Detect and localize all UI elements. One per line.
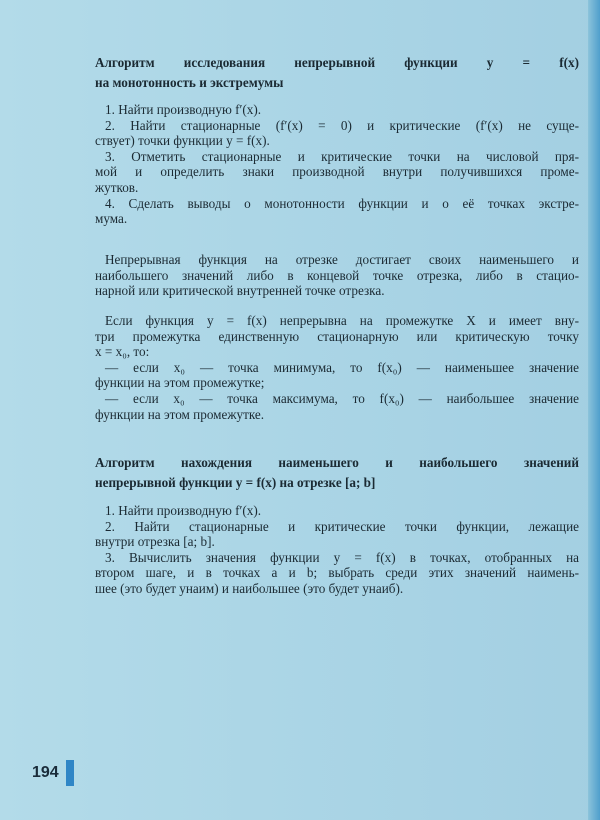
heading-min-max-algorithm bbox=[95, 453, 579, 492]
step-3-cont: втором шаге, и в точках a и b; выбрать среди этих значений наимень- bbox=[95, 565, 579, 581]
page-number: 194 bbox=[32, 764, 59, 781]
text-line: нарной или критической внутренней точке отрезка. bbox=[95, 283, 385, 299]
step-3-cont: жутков. bbox=[95, 179, 139, 195]
heading-line: непрерывной функции y = f(x) на отрезке [a; b] bbox=[95, 474, 376, 490]
text-line: Если функция y = f(x) непрерывна на промежутке X и имеет вну- bbox=[105, 313, 579, 328]
theorem-paragraph bbox=[95, 252, 579, 299]
step-3: 3. Отметить стационарные и критические точки на числовой пря- bbox=[105, 148, 579, 164]
text-line: три промежутка единственную стационарную или критическую точку bbox=[95, 328, 579, 344]
step-2: 2. Найти стационарные (f′(x) = 0) и критические (f′(x) не суще- bbox=[105, 117, 579, 133]
step-2-cont: ствует) точки функции y = f(x). bbox=[95, 133, 270, 149]
algorithm2-list bbox=[95, 503, 579, 597]
step-3: 3. Вычислить значения функции y = f(x) в точках, отобранных на bbox=[105, 549, 579, 565]
heading-line: на монотонность и экстремумы bbox=[95, 74, 284, 90]
step-1: 1. Найти производную f′(x). bbox=[105, 102, 262, 117]
heading-monotonicity-algorithm bbox=[95, 53, 579, 92]
heading-line: Алгоритм нахождения наименьшего и наибольшего значений bbox=[95, 455, 579, 470]
heading-line: Алгоритм исследования непрерывной функции y = f(x) bbox=[95, 55, 579, 70]
page-number-marker bbox=[66, 760, 74, 786]
statement-paragraph bbox=[95, 313, 579, 422]
step-3-cont: шее (это будет yнаим) и наибольшее (это будет yнаиб). bbox=[95, 580, 404, 596]
text-line: наибольшего значений либо в концевой точке отрезка, либо в стацио- bbox=[95, 267, 579, 283]
page-edge bbox=[588, 0, 600, 820]
step-4: 4. Сделать выводы о монотонности функции и о её точках экстре- bbox=[105, 195, 579, 211]
step-2: 2. Найти стационарные и критические точки функции, лежащие bbox=[105, 518, 579, 534]
step-2-cont: внутри отрезка [a; b]. bbox=[95, 534, 215, 550]
case-minimum: — если x₀ — точка минимума, то f(x₀) — наименьшее значение bbox=[105, 359, 579, 375]
case-maximum: — если x₀ — точка максимума, то f(x₀) — наибольшее значение bbox=[105, 390, 579, 406]
step-4-cont: мума. bbox=[95, 211, 128, 227]
text-line: x = x₀, то: bbox=[95, 344, 150, 360]
algorithm1-list bbox=[95, 102, 579, 227]
text-line: Непрерывная функция на отрезке достигает своих наименьшего и bbox=[105, 252, 579, 267]
step-3-cont: мой и определить знаки производной внутри получившихся проме- bbox=[95, 164, 579, 180]
text-line: функции на этом промежутке; bbox=[95, 375, 265, 391]
step-1: 1. Найти производную f′(x). bbox=[105, 503, 262, 518]
text-line: функции на этом промежутке. bbox=[95, 406, 265, 422]
